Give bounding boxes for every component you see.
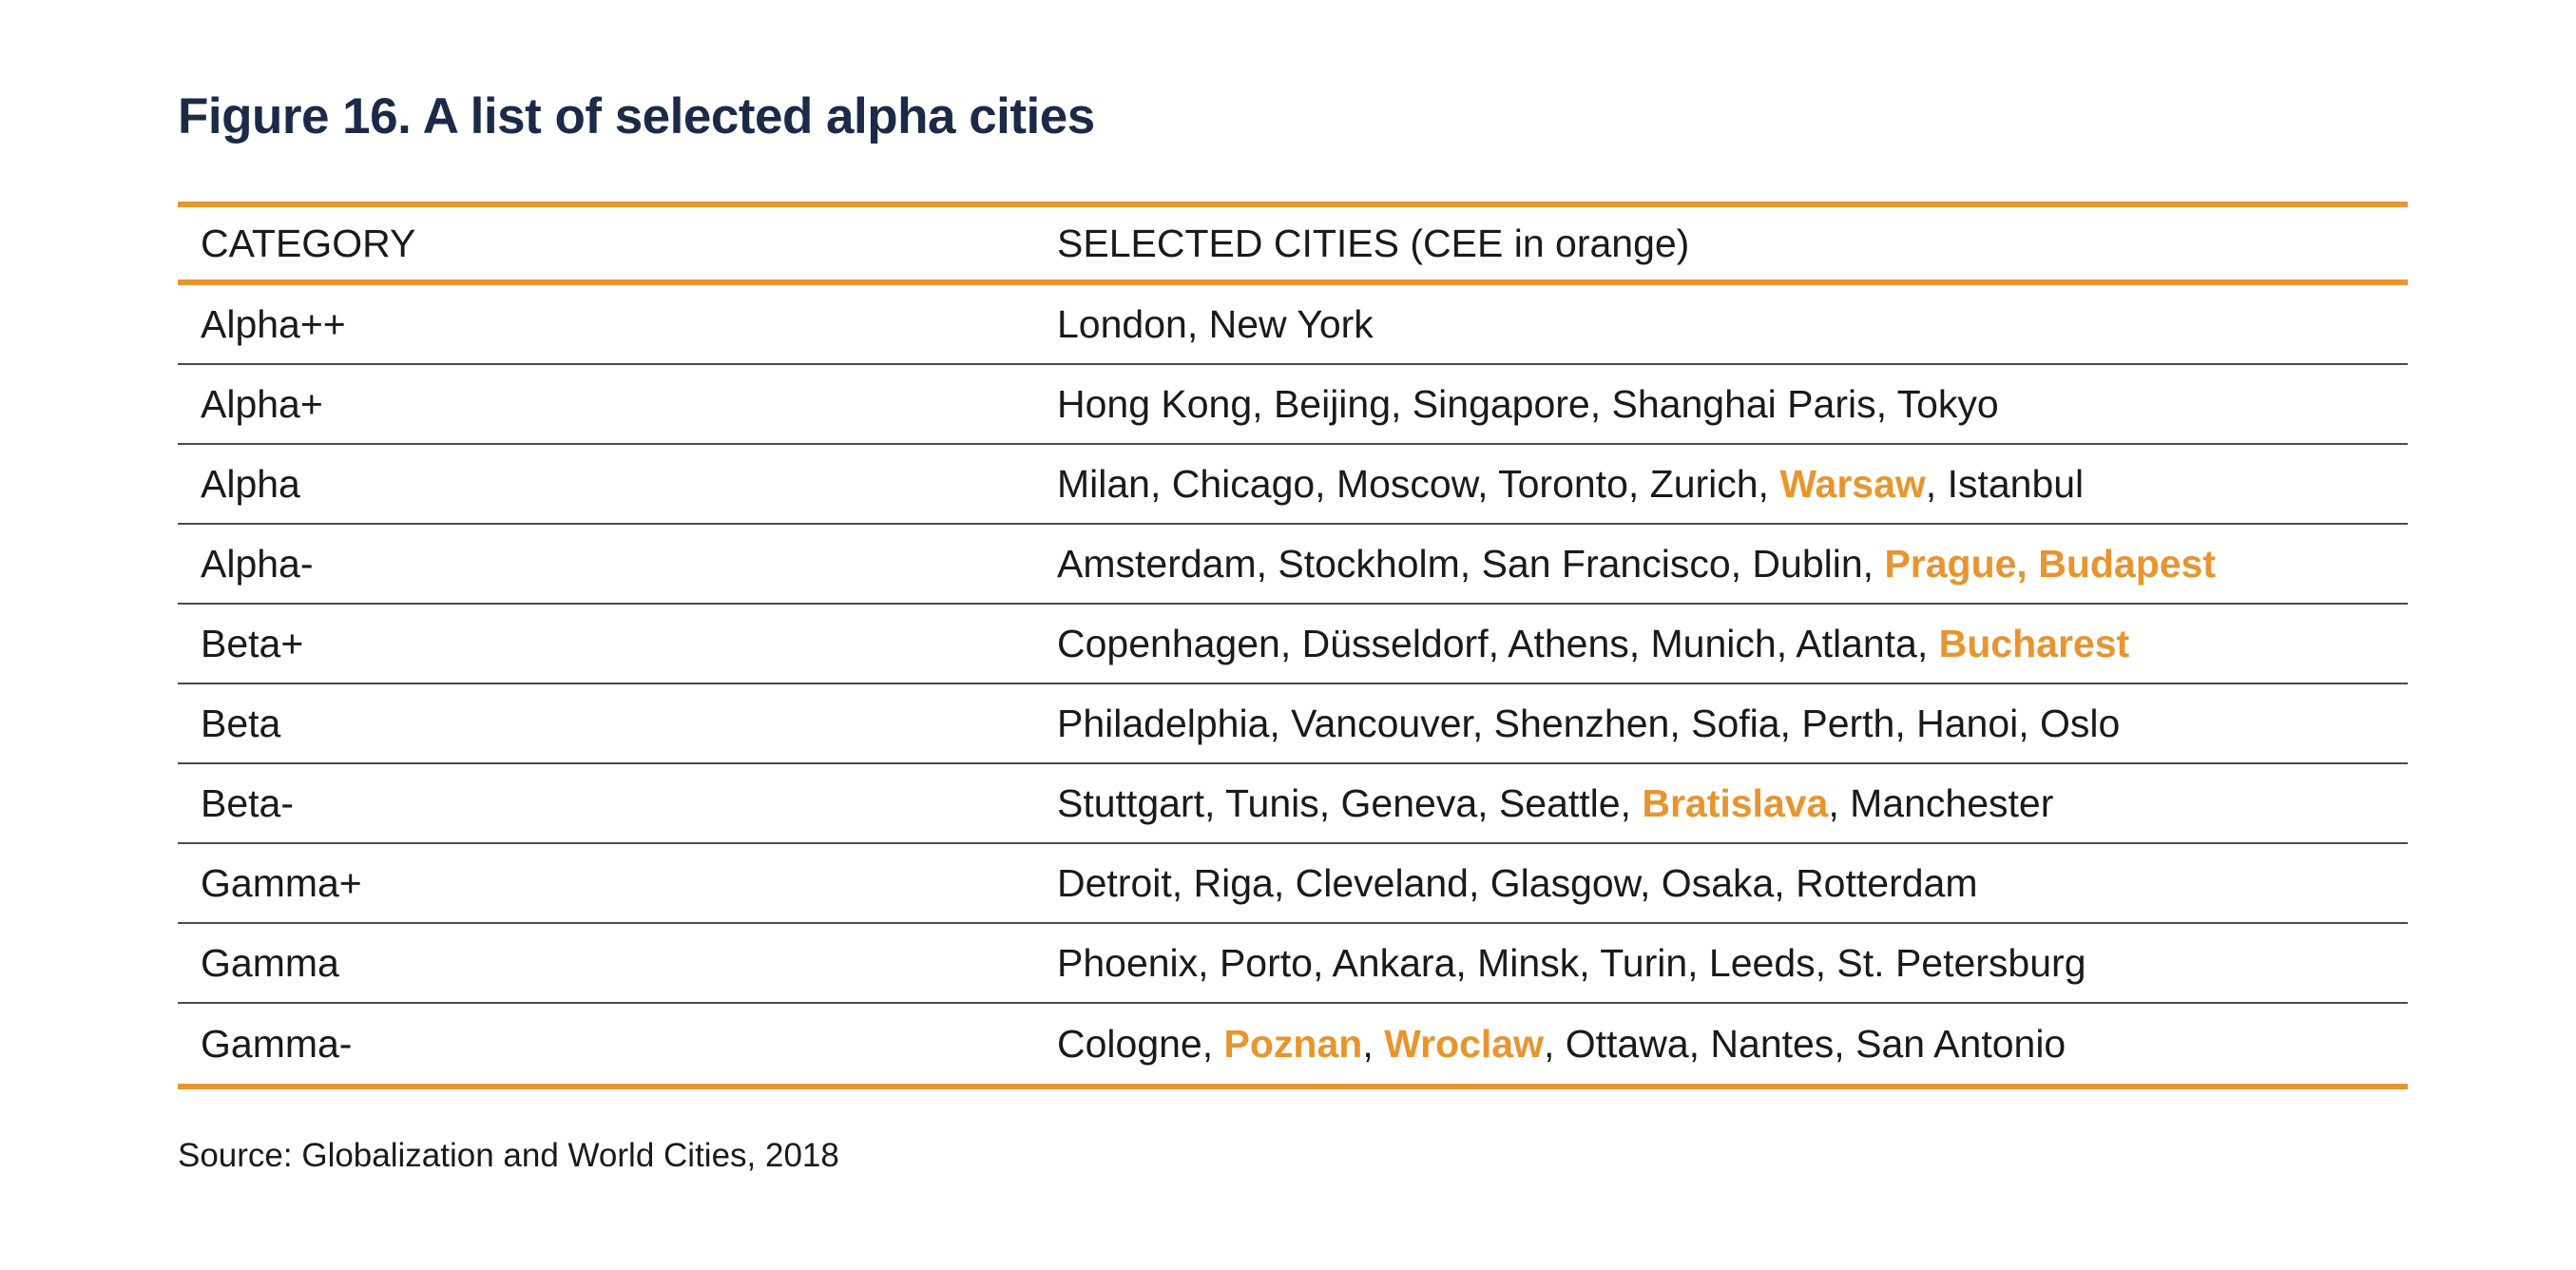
city-text: Copenhagen, Düsseldorf, Athens, Munich, Atlanta, — [1057, 621, 1939, 665]
table-row — [178, 525, 2408, 605]
city-text: Stuttgart, Tunis, Geneva, Seattle, — [1057, 780, 1643, 825]
cee-city: Bratislava — [1642, 780, 1829, 825]
cities-cell — [1057, 382, 2408, 427]
category-cell: Alpha+ — [201, 381, 323, 426]
city-text: Philadelphia, Vancouver, Shenzhen, Sofia, Perth, Hanoi, Oslo — [1057, 701, 2121, 745]
category-cell: Beta+ — [201, 621, 304, 665]
cee-city: Bucharest — [1938, 621, 2130, 665]
category-cell: Beta — [201, 701, 281, 745]
table-row — [178, 1004, 2408, 1084]
city-text: Hong Kong, Beijing, Singapore, Shanghai Paris, Tokyo — [1057, 381, 1999, 426]
table-row — [178, 445, 2408, 525]
cities-cell — [1057, 302, 2408, 347]
cities-cell — [1057, 702, 2408, 746]
cities-cell — [1057, 861, 2408, 906]
city-text: Milan, Chicago, Moscow, Toronto, Zurich, — [1057, 461, 1780, 506]
source-note: Source: Globalization and World Cities, 2018 — [178, 1137, 839, 1174]
category-cell: Gamma- — [201, 1021, 353, 1066]
cee-city: Wroclaw — [1384, 1021, 1544, 1066]
cities-cell — [1057, 542, 2408, 587]
category-cell: Gamma — [201, 940, 339, 985]
cee-city: Warsaw — [1779, 461, 1926, 506]
cee-city: Prague, Budapest — [1884, 541, 2217, 586]
cities-cell — [1057, 781, 2408, 826]
city-text: Detroit, Riga, Cleveland, Glasgow, Osaka, Rotterdam — [1057, 860, 1978, 905]
cities-cell — [1057, 622, 2408, 666]
table-row — [178, 764, 2408, 844]
table-row — [178, 605, 2408, 684]
column-header-cities: SELECTED CITIES (CEE in orange) — [1057, 221, 1690, 265]
city-text: Amsterdam, Stockholm, San Francisco, Dublin, — [1057, 541, 1885, 586]
category-cell: Alpha++ — [201, 301, 346, 346]
city-text: Cologne, — [1057, 1021, 1224, 1066]
category-cell: Gamma+ — [201, 860, 362, 905]
alpha-cities-table — [178, 202, 2408, 1089]
column-header-category: CATEGORY — [201, 221, 416, 265]
table-row — [178, 684, 2408, 764]
table-row — [178, 365, 2408, 445]
category-cell: Beta- — [201, 780, 294, 825]
cee-city: Poznan — [1223, 1021, 1363, 1066]
city-text: , — [1362, 1021, 1385, 1066]
category-cell: Alpha — [201, 461, 300, 506]
cities-cell — [1057, 1022, 2408, 1067]
figure-title: Figure 16. A list of selected alpha cities — [178, 88, 1095, 144]
city-text: , Ottawa, Nantes, San Antonio — [1543, 1021, 2067, 1066]
category-cell: Alpha- — [201, 541, 314, 586]
city-text: Phoenix, Porto, Ankara, Minsk, Turin, Leeds, St. Petersburg — [1057, 940, 2086, 985]
table-header-row — [178, 207, 2408, 285]
cities-cell — [1057, 941, 2408, 986]
city-text: London, New York — [1057, 301, 1374, 346]
cities-cell — [1057, 462, 2408, 507]
table-row — [178, 924, 2408, 1004]
table-row — [178, 844, 2408, 924]
table-body — [178, 285, 2408, 1084]
city-text: , Manchester — [1828, 780, 2054, 825]
table-row — [178, 285, 2408, 365]
city-text: , Istanbul — [1925, 461, 2085, 506]
